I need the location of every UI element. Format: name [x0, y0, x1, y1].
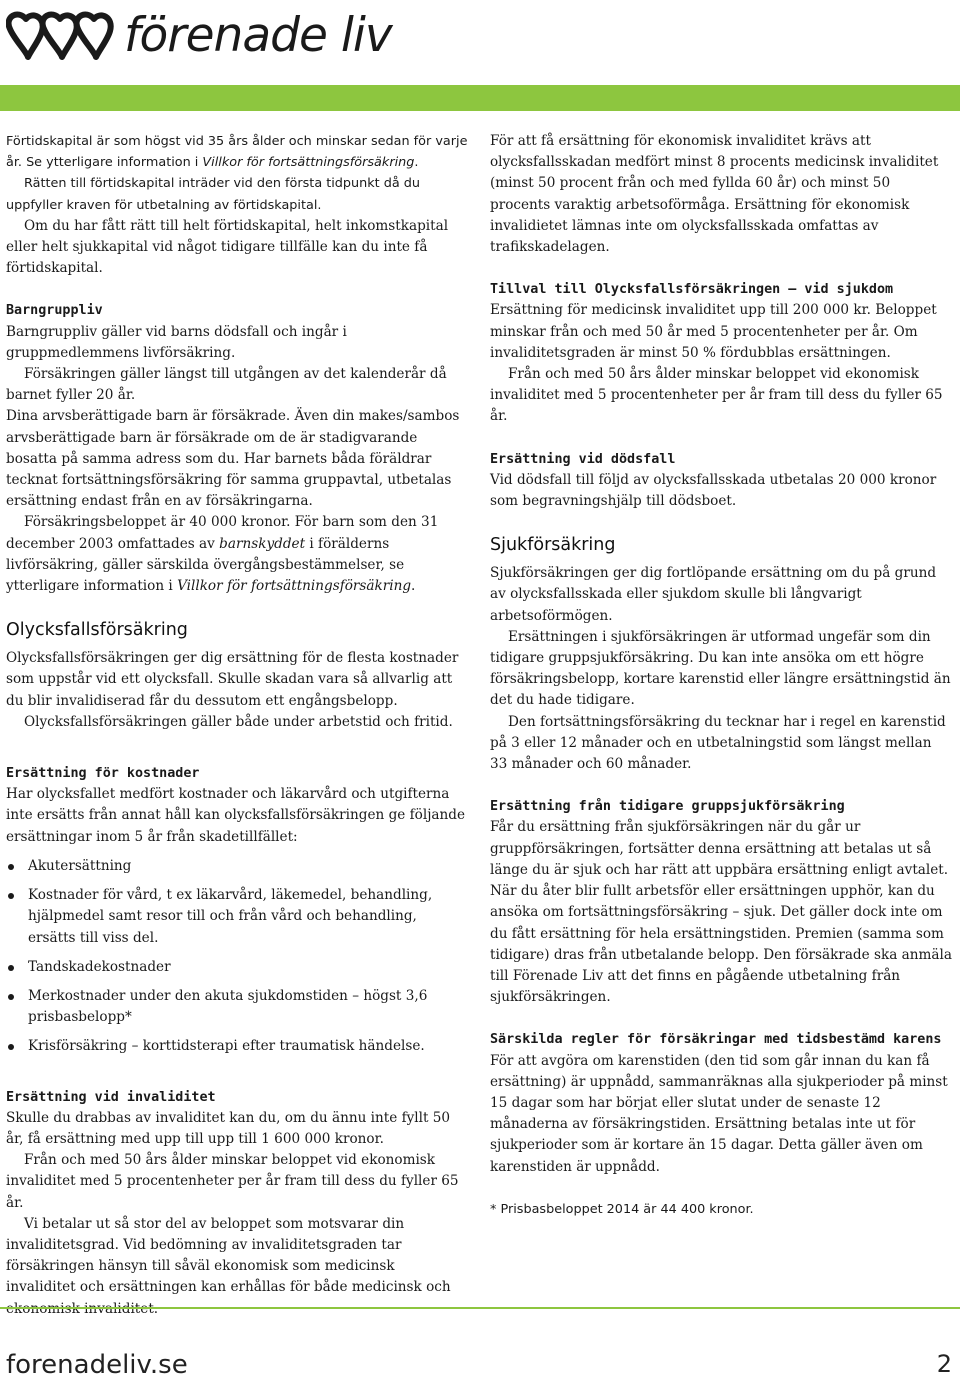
paragraph: Vi betalar ut så stor del av beloppet som motsvarar din invaliditetsgrad. Vid bedömning av invaliditetsgraden tar försäkringen hänsyn till såväl ekonomisk som medicinsk invaliditet och ersättningen kan erhållas för både medicinsk och	[6, 1215, 451, 1296]
paragraph: Skulle du drabbas av invaliditet kan du, om du ännu inte fyllt 50 år, få ersättning med upp till upp till 1 600 000 kronor.	[6, 1109, 451, 1147]
brand-name: förenade liv	[124, 7, 392, 63]
intro-paragraph: Förtidskapital är som högst vid 35 års ålder och minskar sedan för varje år. Se ytterligare information i Villkor för fortsättningsförsäkring.	[6, 134, 468, 171]
paragraph: Barngruppliv gäller vid barns dödsfall och ingår i gruppmedlemmens livförsäkring.	[6, 323, 347, 361]
paragraph: Vid dödsfall till följd av olycksfallsskada utbetalas 20 000 kronor som begravningshjälp till dödsboet.	[490, 471, 937, 510]
list-item: Akutersättning	[6, 856, 468, 877]
bullet-icon	[8, 994, 14, 1000]
footnote: * Prisbasbeloppet 2014 är 44 400 kronor.	[490, 1201, 754, 1217]
section-heading-tidigare-gruppsjuk: Ersättning från tidigare gruppsjukförsäkring	[490, 799, 845, 815]
right-column	[490, 131, 952, 1220]
footer-accent-rule	[0, 1307, 960, 1309]
paragraph: Får du ersättning från sjukförsäkringen när du går ur gruppförsäkringen, fortsätter denna ersättning att betalas ut så länge du är sjuk och har rätt att uppbära ersättning enligt avtalet. När du åter blir fullt arbetsför eller ersättningen upphör, kan du ansöka om fortsättningsförsäkring – sjuk. Det gäller dock inte om du fått ersättning för hela ersättningstiden. Premien (samma som tidigare) dras från utbetalande belopp. Den försäkrade ska anmäla till Förenade Liv att det finns en pågående utbetalning från sjukförsäkringen.	[490, 819, 952, 1006]
bullet-icon	[8, 893, 14, 899]
paragraph: Den fortsättningsförsäkring du tecknar har i regel en karenstid på 3 eller 12 månader och en utbetalningstid som längst mellan 33 månader och 60 månader.	[490, 713, 946, 773]
paragraph: Ersättning för medicinsk invaliditet upp till 200 000 kr. Beloppet minskar från och med 50 år med 5 procentenheter per år. Om invaliditetsgraden är minst 50 % fördubblas ersättningen.	[490, 302, 937, 361]
section-title-sjukforsakring: Sjukförsäkring	[490, 535, 616, 556]
bullet-icon	[8, 864, 14, 870]
section-heading-karens: Särskilda regler för försäkringar med tidsbestämd karens	[490, 1032, 942, 1048]
cost-list	[6, 856, 468, 1058]
paragraph: Olycksfallsförsäkringen ger dig ersättning för de flesta kostnader som uppstår vid ett olycksfall. Skulle skadan vara så allvarlig att du blir invalidiserad får du dessutom ett engångsbelopp.	[6, 650, 459, 709]
section-heading-barngruppliv: Barngruppliv	[6, 303, 103, 319]
paragraph: Om du har fått rätt till helt förtidskapital, helt inkomstkapital eller helt sjukkapital vid något tidigare tillfälle kan du inte få förtidskapital.	[6, 217, 449, 277]
list-item: Tandskadekostnader	[6, 957, 468, 978]
paragraph: Försäkringen gäller längst till utgången av det kalenderår då barnet fyller 20 år.	[6, 366, 447, 404]
section-heading-invaliditet: Ersättning vid invaliditet	[6, 1089, 216, 1105]
section-heading-tillval: Tillval till Olycksfallsförsäkringen – vid sjukdom	[490, 282, 894, 298]
list-item: Merkostnader under den akuta sjukdomstiden – högst 3,6 prisbasbelopp*	[6, 986, 468, 1028]
section-heading-kostnader: Ersättning för kostnader	[6, 766, 200, 782]
footer-website: forenadeliv.se	[6, 1350, 188, 1380]
paragraph: Från och med 50 års ålder minskar beloppet vid ekonomisk invaliditet med 5 procentenheter per år fram till dess du fyller 65 år.	[490, 366, 943, 425]
bullet-icon	[8, 1044, 14, 1050]
paragraph: För att avgöra om karenstiden (den tid som går innan du kan få ersättning) är uppnådd, sammanräknas alla sjukperioder på minst 15 dagar som har börjat eller slutat under de senaste 12 månaderna av försäkringstiden. Ersättning betalas inte ut för sjukperioder som är kortare än 15 dagar. Detta gäller även om karenstiden är uppnådd.	[490, 1052, 948, 1175]
list-item: Kostnader för vård, t ex läkarvård, läkemedel, behandling, hjälpmedel samt resor till och från vård och behandling, ersätts till viss del.	[6, 885, 468, 949]
three-hearts-logo-icon	[6, 7, 114, 63]
paragraph: Ersättningen i sjukförsäkringen är utformad ungefär som din tidigare gruppsjukförsäkring. Du kan inte ansöka om ett högre försäkringsbelopp, kortare karenstid eller längre ersättningstid än det du hade tidigare.	[490, 628, 951, 709]
paragraph: Försäkringsbeloppet är 40 000 kronor. För barn som den 31 december 2003 omfattades av barnskyddet i förälderns livförsäkring, gäller särskilda övergångsbestämmelser, se ytterligare information i Villkor för fortsättningsförsäkring.	[6, 514, 439, 595]
page-number: 2	[936, 1350, 952, 1378]
paragraph: För att få ersättning för ekonomisk invaliditet krävs att olycksfallsskadan medfört minst 8 procents medicinsk invaliditet (minst 50 procent från och med fyllda 60 år) och minst 50 procents varaktig arbetsoförmåga. Ersättning för ekonomisk invalidietet lämnas inte om olycksfallsskada omfattas av trafikskadelagen.	[490, 133, 939, 256]
list-item: Krisförsäkring – korttidsterapi efter traumatisk händelse.	[6, 1036, 468, 1057]
paragraph: Olycksfallsförsäkringen gäller både under arbetstid och fritid.	[24, 713, 453, 730]
paragraph: Rätten till förtidskapital inträder vid den första tidpunkt då du uppfyller kraven för utbetalning av förtidskapital.	[6, 176, 421, 213]
paragraph: Har olycksfallet medfört kostnader och läkarvård och utgifterna inte ersätts från annat håll kan olycksfallsförsäkringen ge följande ersättningar inom 5 år från skadetillfället:	[6, 786, 466, 845]
section-title-olycksfall: Olycksfallsförsäkring	[6, 620, 188, 641]
brand-logo	[6, 4, 392, 66]
paragraph: Från och med 50 års ålder minskar beloppet vid ekonomisk invaliditet med 5 procentenheter per år fram till dess du fyller 65 år.	[6, 1152, 459, 1211]
paragraph: Dina arvsberättigade barn är försäkrade. Även din makes/sambos arvsberättigade barn är försäkrade om de är stadigvarande bosatta på samma adress som du. Har barnets båda föräldrar tecknat fortsättningsförsäkring för samma gruppavtal, utbetalas ersättning endast från en av försäkringarna.	[6, 408, 460, 510]
paragraph: Sjukförsäkringen ger dig fortlöpande ersättning om du på grund av olycksfallsskada eller sjukdom skulle bli långvarigt arbetsoförmögen.	[490, 565, 937, 624]
header-accent-bar	[0, 85, 960, 111]
bullet-icon	[8, 965, 14, 971]
section-heading-dodsfall: Ersättning vid dödsfall	[490, 451, 676, 467]
left-column	[6, 131, 468, 1320]
